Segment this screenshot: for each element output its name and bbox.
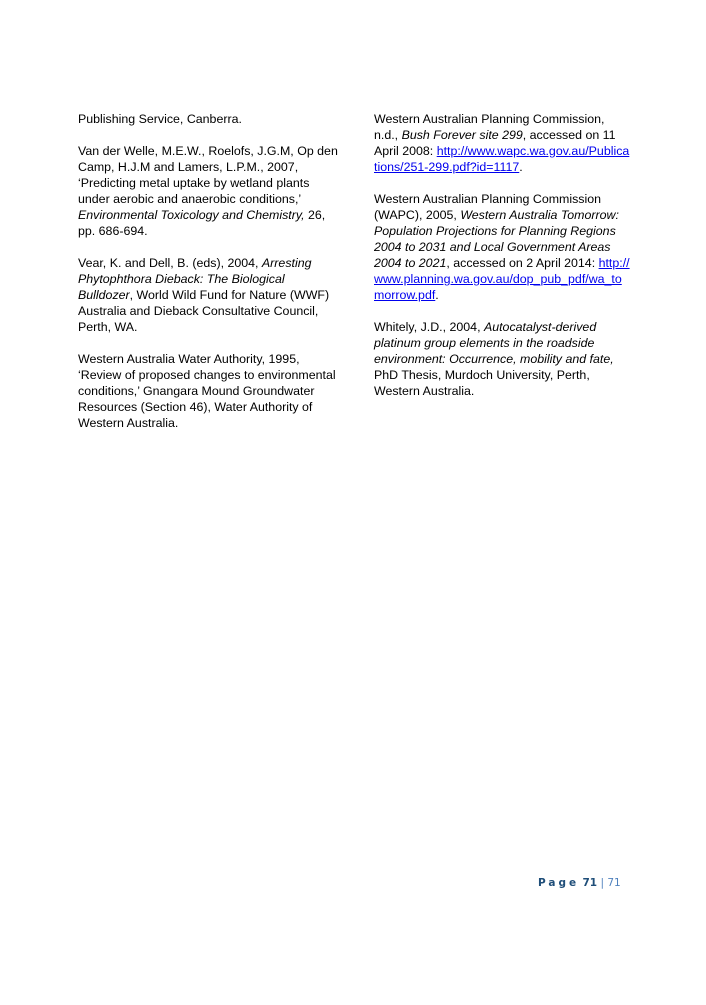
reference-text: Publishing Service, Canberra.: [78, 112, 242, 126]
reference-authors: Western Australian Planning Commission (WAPC), 2005,: [374, 192, 602, 222]
page-separator: |: [600, 877, 604, 889]
reference-end: .: [435, 288, 439, 302]
reference-text: Western Australia Water Authority, 1995, ‘Review of proposed changes to environmental conditions,’ Gnangara Mound Groundwater Resources (Section 46), Water Authority of Western Australia.: [78, 352, 336, 430]
reference-title: Arresting Phytophthora Dieback: The Biological Bulldozer: [78, 256, 312, 302]
reference-authors: Vear, K. and Dell, B. (eds), 2004,: [78, 256, 262, 270]
reference-access: , accessed on 11 April 2008:: [374, 128, 616, 158]
reference-entry: [374, 191, 632, 303]
page-number-footer: [538, 877, 621, 889]
reference-publisher: , World Wild Fund for Nature (WWF) Australia and Dieback Consultative Council, Perth, WA.: [78, 288, 330, 334]
reference-url-link[interactable]: http://www.planning.wa.gov.au/dop_pub_pdf/wa_tomorrow.pdf: [374, 256, 630, 302]
reference-entry: [78, 111, 340, 127]
reference-entry: [78, 351, 340, 431]
reference-entry: [78, 255, 340, 335]
reference-entry: [78, 143, 340, 239]
reference-entry: [374, 319, 632, 399]
reference-authors: Western Australian Planning Commission, n.d.,: [374, 112, 605, 142]
reference-access: , accessed on 2 April 2014:: [446, 256, 599, 270]
reference-url-link[interactable]: http://www.wapc.wa.gov.au/Publications/251-299.pdf?id=1117: [374, 144, 630, 174]
reference-authors: Van der Welle, M.E.W., Roelofs, J.G.M, Op den Camp, H.J.M and Lamers, L.P.M., 2007, ‘Predicting metal uptake by wetland plants under aerobic and anaerobic conditions,’: [78, 144, 338, 206]
reference-title: Bush Forever site 299: [401, 128, 523, 142]
reference-journal: Environmental Toxicology and Chemistry,: [78, 208, 305, 222]
page-word: Page: [538, 877, 580, 889]
references-left-column: [78, 111, 340, 447]
total-page-number: 71: [607, 877, 621, 889]
reference-title: Autocatalyst-derived platinum group elements in the roadside environment: Occurrence, mobility and fate,: [374, 320, 614, 366]
reference-pages: 26, pp. 686-694.: [78, 208, 326, 238]
reference-entry: [374, 111, 632, 175]
references-right-column: [374, 111, 632, 415]
reference-publisher: PhD Thesis, Murdoch University, Perth, Western Australia.: [374, 368, 590, 398]
current-page-number: 71: [582, 877, 598, 889]
reference-title: Western Australia Tomorrow: Population Projections for Planning Regions 2004 to 2031 and Local Government Areas 2004 to 2021: [374, 208, 619, 270]
reference-end: .: [519, 160, 523, 174]
reference-authors: Whitely, J.D., 2004,: [374, 320, 484, 334]
